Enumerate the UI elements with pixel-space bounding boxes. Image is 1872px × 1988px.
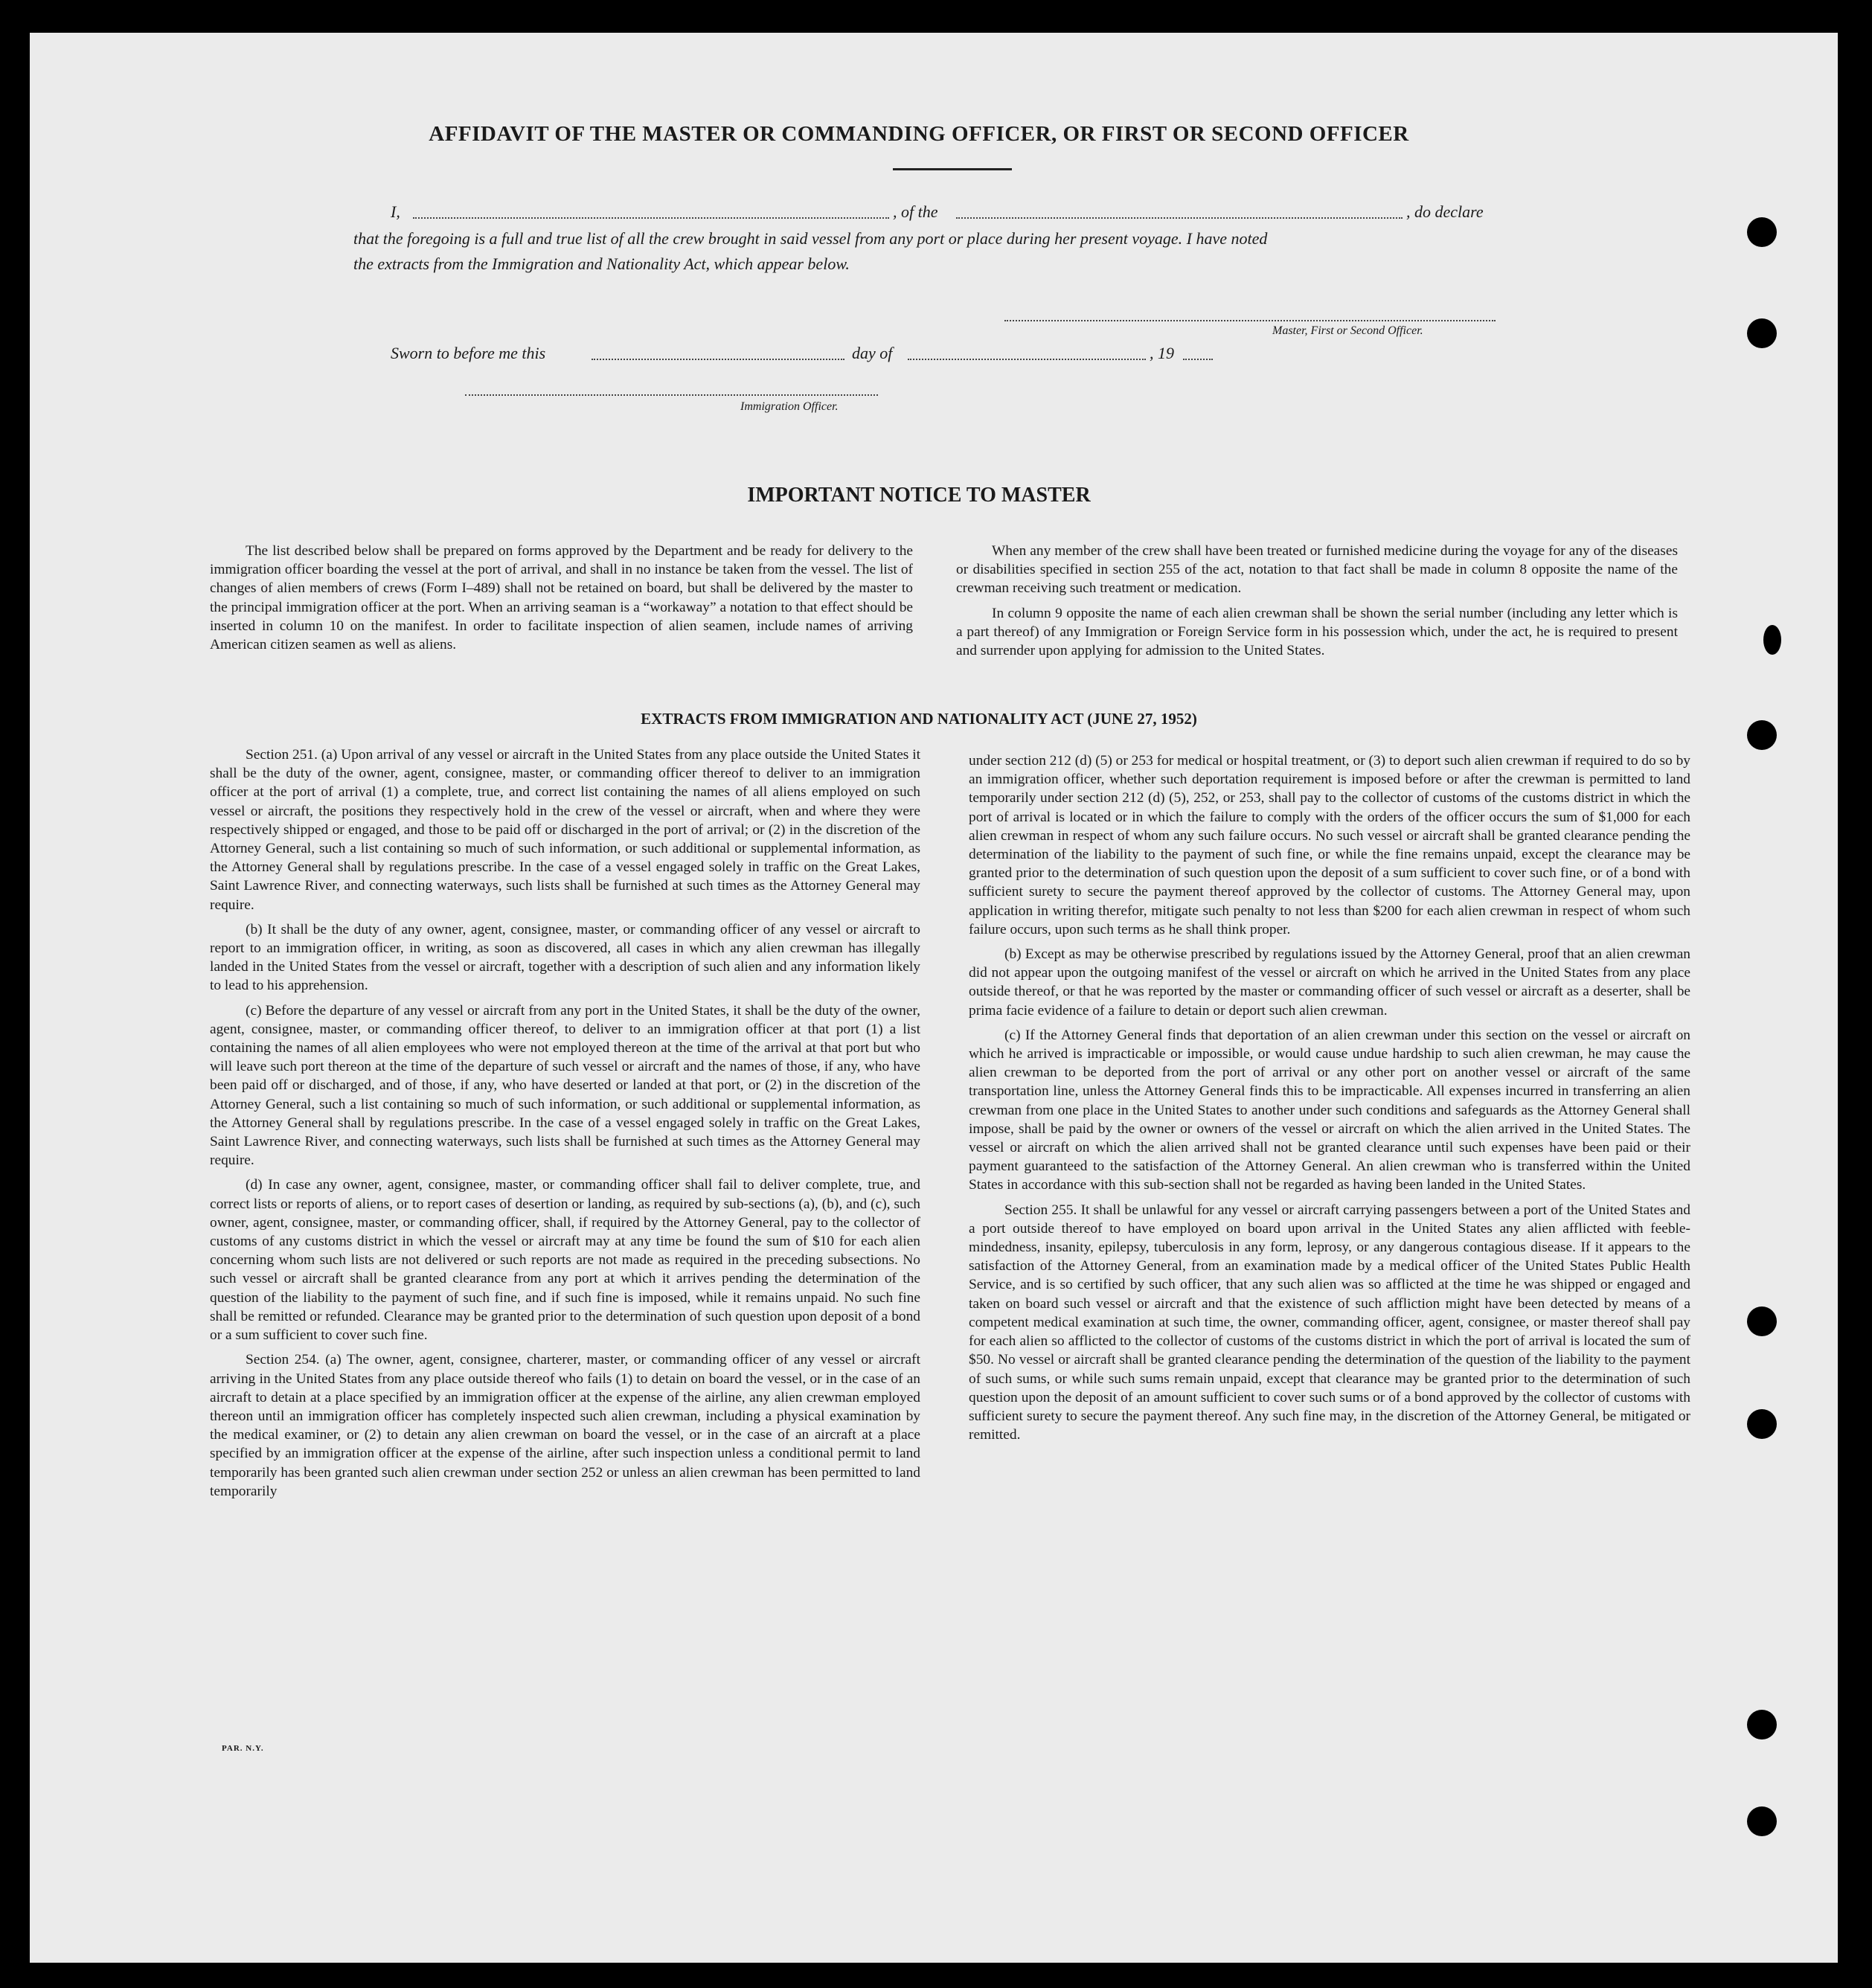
printer-imprint: PAR. N.Y. xyxy=(222,1744,264,1753)
section-251d: (d) In case any owner, agent, consignee, master, or commanding officer shall fail to deliver complete, true, and correct lists or reports of aliens, or to report cases of desertion or landing, as required by sub-sections (a), (b), and (c), such owner, agent, consignee, master, or commanding officer, shall, if required by the Attorney General, pay to the collector of customs of any customs district in which the vessel or aircraft may at any time be found the sum of $10 for each alien concerning whom such lists are not delivered or such reports are not made as required in the preceding subsections. No such vessel or aircraft shall be granted clearance from any port at which it arrives pending the determination of the question of the liability to the payment of such fine, and if such fine is imposed, while it remains unpaid. No such fine shall be remitted or refunded. Clearance may be granted prior to the determination of such question upon deposit of a bond or a sum sufficient to cover such fine. xyxy=(210,1177,920,1344)
punch-hole xyxy=(1747,1306,1777,1336)
notice-right-column xyxy=(956,542,1678,666)
section-251a: Section 251. (a) Upon arrival of any vessel or aircraft in the United States from any place outside the United States it shall be the duty of the owner, agent, consignee, master, or commanding officer thereof to deliver to an immigration officer at the port of arrival (1) a complete, true, and correct list containing the names of all aliens employed on such vessel or aircraft, the positions they respectively hold in the crew of the vessel or aircraft, when and where they were respectively shipped or engaged, and those to be paid off or discharged in the port of arrival; or (2) in the discretion of the Attorney General, such a list containing so much of such information, or such additional or supplemental information, as the Attorney General shall by regulations prescribe. In the case of a vessel engaged solely in traffic on the Great Lakes, Saint Lawrence River, and connecting waterways, such lists shall be furnished at such times as the Attorney General may require. xyxy=(210,747,920,913)
notice-right-paragraph-2: In column 9 opposite the name of each alien crewman shall be shown the serial number (including any letter which is a part thereof) of any Immigration or Foreign Service form in his possession which, under the act, he is required to present and surrender upon applying for admission to the United States. xyxy=(956,605,1678,659)
officer-signature-line[interactable] xyxy=(465,394,878,396)
name-blank[interactable] xyxy=(413,217,889,219)
decl-i: I, xyxy=(391,202,400,221)
punch-hole xyxy=(1747,720,1777,750)
decl-of-the: , of the xyxy=(893,202,938,221)
punch-hole xyxy=(1747,1806,1777,1836)
punch-hole xyxy=(1747,1409,1777,1439)
section-254a: Section 254. (a) The owner, agent, consignee, charterer, master, or commanding officer of any vessel or aircraft arriving in the United States from any place outside thereof who fails (1) to detain on board the vessel, or in the case of an aircraft to detain at a place specified by an immigration officer at the expense of the airline, any alien crewman employed thereon until an immigration officer has completely inspected such alien crewman, including a physical examination by the medical examiner, or (2) to detain any alien crewman on board the vessel, or in the case of an aircraft at a place specified by an immigration officer at the expense of the airline, after such inspection unless a conditional permit to land temporarily has been granted such alien crewman under section 252 or unless an alien crewman has been permitted to land temporarily xyxy=(210,1352,920,1499)
punch-hole xyxy=(1747,1710,1777,1740)
section-251b: (b) It shall be the duty of any owner, agent, consignee, master, or commanding officer of any vessel or aircraft to report to an immigration officer, in writing, as soon as discovered, all cases in which any alien crewman has illegally landed in the United States from the vessel or aircraft, together with a description of such alien and any information likely to lead to his apprehension. xyxy=(210,921,920,994)
decl-line-3: the extracts from the Immigration and Nationality Act, which appear below. xyxy=(353,254,850,273)
punch-hole xyxy=(1747,318,1777,348)
decl-line-2: that the foregoing is a full and true list of all the crew brought in said vessel from any port or place during her present voyage. I have noted xyxy=(353,229,1268,248)
section-255: Section 255. It shall be unlawful for any vessel or aircraft carrying passengers between a port of the United States and a port outside thereof to have employed on board upon arrival in the United States any alien afflicted with feeble-mindedness, insanity, epilepsy, tuberculosis in any form, leprosy, or any dangerous contagious disease. If it appears to the satisfaction of the Attorney General, from an examination made by a medical officer of the United States Public Health Service, and is so certified by such officer, that any such alien was so afflicted at the time he was shipped or engaged and taken on board such vessel or aircraft and that the existence of such affliction might have been detected by means of a competent medical examination at such time, the owner, commanding officer, agent, consignee, or master thereof shall pay for each alien so afflicted to the collector of customs of the customs district in which the port of arrival is located the sum of $50. No vessel or aircraft shall be granted clearance pending the determination of the question of the liability to the payment of such sums, or while such sums remain unpaid, except that clearance may be granted prior to the determination of such question upon the deposit of an amount sufficient to cover such sums or of a bond approved by the collector of customs with sufficient surety to secure the payment thereof. Any such fine may, in the discretion of the Attorney General, be mitigated or remitted. xyxy=(969,1202,1690,1443)
section-254b: (b) Except as may be otherwise prescribed by regulations issued by the Attorney General, proof that an alien crewman did not appear upon the outgoing manifest of the vessel or aircraft on which he arrived in the United States from any place outside thereof, or that he was reported by the master or commanding officer of such vessel or aircraft as a deserter, shall be prima facie evidence of a failure to detain or deport such alien crewman. xyxy=(969,946,1690,1019)
sworn-day-blank[interactable] xyxy=(592,359,844,360)
year-label: , 19 xyxy=(1150,344,1174,362)
sworn-month-blank[interactable] xyxy=(908,359,1146,360)
extracts-right-column xyxy=(969,751,1690,1450)
sworn-year-blank[interactable] xyxy=(1183,359,1213,360)
vessel-blank[interactable] xyxy=(956,217,1403,219)
master-signature-line[interactable] xyxy=(1004,320,1496,321)
extracts-left-column xyxy=(210,746,920,1507)
section-254a-continued: under section 212 (d) (5) or 253 for medical or hospital treatment, or (3) to deport such alien crewman if required to do so by an immigration officer, whether such deportation requirement is imposed before or after the crewman is permitted to land temporarily under section 212 (d) (5), 252, or 253, shall pay to the collector of customs of the customs district in which the port of arrival is located or in which the failure to comply with the orders of the officer occurs the sum of $1,000 for each alien crewman in respect of whom any such failure occurs. No such vessel or aircraft shall be granted clearance pending the determination of the liability to the payment of such fine, or while the fine remains unpaid, except the clearance may be granted prior to the determination of such question upon the deposit of a sum sufficient to cover such fine, or of a bond with sufficient surety to secure the payment thereof approved by the collector of customs. The Attorney General may, upon application in writing therefor, mitigate such penalty to not less than $200 for each alien crewman in respect of whom such failure occurs, upon such terms as he shall think proper. xyxy=(969,753,1690,937)
punch-hole-torn xyxy=(1763,625,1781,655)
notice-title: IMPORTANT NOTICE TO MASTER xyxy=(747,484,1091,507)
section-254c: (c) If the Attorney General finds that deportation of an alien crewman under this section on the vessel or aircraft on which he arrived is impracticable or impossible, or would cause undue hardship to such alien crewman, he may cause the alien crewman to be deported from the port of arrival or any other port on another vessel or aircraft of the same transportation line, unless the Attorney General finds this to be impracticable. All expenses incurred in transferring an alien crewman from one place in the United States to another under such conditions and safeguards as the Attorney General shall impose, shall be paid by the owner or owners of the vessel or aircraft on which the alien arrived in the United States. The vessel or aircraft on which the alien arrived shall not be granted clearance until such expenses have been paid or their payment guaranteed to the satisfaction of the Attorney General. An alien crewman who is transferred within the United States in accordance with this sub-section shall not be regarded as having been landed in the United States. xyxy=(969,1027,1690,1193)
notice-left-paragraph: The list described below shall be prepared on forms approved by the Department and be ready for delivery to the immigration officer boarding the vessel at the port of arrival, and shall in no instance be taken from the vessel. The list of changes of alien members of crews (Form I–489) shall not be retained on board, but shall be delivered by the master to the principal immigration officer at the port. When an arriving seaman is a “workaway” a notation to that effect should be inserted in column 10 on the manifest. In order to facilitate inspection of alien seamen, include names of arriving American citizen seamen as well as aliens. xyxy=(210,543,913,653)
sworn-label: Sworn to before me this xyxy=(391,344,546,362)
section-251c: (c) Before the departure of any vessel or aircraft from any port in the United States, it shall be the duty of the owner, agent, consignee, master, or commanding officer thereof, to deliver to an immigration officer at that port (1) a list containing the names of all alien employees who were not employed thereon at the time of the arrival at that port but who will leave such port thereon at the time of the departure of such vessel or aircraft and the names of those, if any, who have been paid off or discharged, and of those, if any, who have deserted or landed at that port, or (2) in the discretion of the Attorney General, such a list containing so much of such information, or such additional or supplemental information, as the Attorney General shall by regulations prescribe. In the case of a vessel engaged solely in traffic on the Great Lakes, Saint Lawrence River, and connecting waterways, such lists shall be furnished at such times as the Attorney General may require. xyxy=(210,1002,920,1169)
decl-do-declare: , do declare xyxy=(1406,202,1484,221)
day-of-label: day of xyxy=(852,344,893,362)
punch-hole xyxy=(1747,217,1777,247)
form-sheet xyxy=(30,33,1838,1963)
title-rule xyxy=(893,168,1012,170)
extracts-heading: EXTRACTS FROM IMMIGRATION AND NATIONALITY ACT (JUNE 27, 1952) xyxy=(641,710,1197,728)
affidavit-title: AFFIDAVIT OF THE MASTER OR COMMANDING OFFICER, OR FIRST OR SECOND OFFICER xyxy=(429,122,1409,146)
master-signature-label: Master, First or Second Officer. xyxy=(1272,324,1423,337)
notice-left-column xyxy=(210,542,913,660)
notice-right-paragraph-1: When any member of the crew shall have been treated or furnished medicine during the voyage for any of the diseases or disabilities specified in section 255 of the act, notation to that fact shall be made in column 8 opposite the name of the crewman receiving such treatment or medication. xyxy=(956,543,1678,597)
officer-signature-label: Immigration Officer. xyxy=(740,400,839,413)
